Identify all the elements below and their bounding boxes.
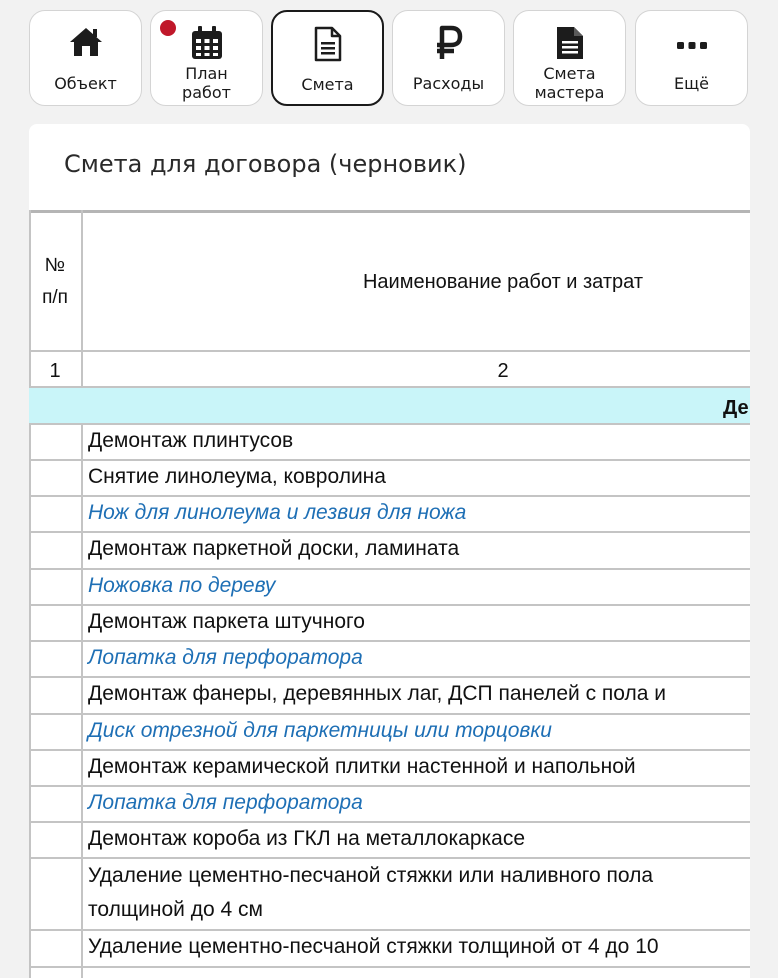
table-row-work[interactable]: Удаление цементно-песчаной стяжки или наливного пола толщиной до 4 см — [88, 864, 654, 921]
calendar-icon — [151, 25, 262, 61]
grid-line — [29, 423, 750, 425]
column-index-2: 2 — [497, 359, 509, 382]
home-icon — [30, 25, 141, 61]
grid-line — [29, 785, 750, 787]
grid-line — [29, 966, 750, 968]
document-filled-icon — [514, 25, 625, 61]
grid-line — [29, 568, 750, 570]
grid-line — [29, 676, 750, 678]
tab-bar — [0, 0, 778, 120]
document-icon — [273, 26, 382, 62]
tab-expenses-label: Расходы — [412, 73, 485, 93]
table-row-work[interactable]: Удаление цементно-песчаной стяжки толщиной от 4 до 10 — [88, 935, 659, 958]
ruble-icon — [393, 25, 504, 61]
tab-master-estimate-label: Смета мастера — [534, 64, 605, 102]
tab-work-plan[interactable] — [150, 10, 263, 106]
tab-expenses[interactable] — [392, 10, 505, 106]
tab-object-label: Объект — [54, 73, 117, 93]
table-row-work[interactable]: Демонтаж керамической плитки настенной и напольной — [88, 755, 636, 778]
grid-line — [29, 821, 750, 823]
more-icon — [636, 25, 747, 61]
grid-line — [29, 929, 750, 931]
column-header-name: Наименование работ и затрат — [362, 270, 643, 293]
grid-line — [29, 713, 750, 715]
table-row-material[interactable]: Нож для линолеума и лезвия для ножа — [88, 501, 467, 524]
grid-line — [29, 640, 750, 642]
grid-line — [29, 749, 750, 751]
tab-object[interactable] — [29, 10, 142, 106]
grid-line — [29, 604, 750, 606]
table-row-material[interactable]: Диск отрезной для паркетницы или торцовки — [88, 719, 552, 742]
section-band — [29, 388, 750, 424]
table-row-material[interactable]: Лопатка для перфоратора — [88, 791, 363, 814]
table-row-work[interactable]: Демонтаж плинтусов — [88, 429, 294, 452]
tab-work-plan-label: План работ — [182, 64, 231, 102]
table-row-work[interactable]: Снятие линолеума, ковролина — [88, 465, 386, 488]
tab-estimate[interactable] — [271, 10, 384, 106]
tab-estimate-label: Смета — [301, 74, 354, 94]
table-row-material[interactable]: Лопатка для перфоратора — [88, 646, 363, 669]
tab-more-label: Ещё — [673, 73, 710, 93]
tab-master-estimate[interactable] — [513, 10, 626, 106]
grid-line — [29, 350, 750, 352]
tab-more[interactable] — [635, 10, 748, 106]
table-row-material[interactable]: Ножовка по дереву — [88, 574, 276, 597]
estimate-card — [29, 124, 750, 978]
estimate-table — [29, 124, 750, 978]
column-header-number: № п/п — [42, 255, 68, 308]
table-row-work[interactable]: Демонтаж фанеры, деревянных лаг, ДСП панелей с пола и — [88, 682, 667, 705]
table-row-work[interactable]: Демонтаж короба из ГКЛ на металлокаркасе — [88, 827, 526, 850]
section-header: Де — [723, 397, 749, 419]
table-row-work[interactable]: Демонтаж паркета штучного — [88, 610, 365, 633]
column-index-1: 1 — [49, 359, 61, 382]
grid-line — [81, 423, 83, 978]
card-title: Смета для договора (черновик) — [64, 150, 467, 178]
table-row-work[interactable]: Демонтаж паркетной доски, ламината — [88, 537, 460, 560]
grid-line — [29, 423, 31, 978]
grid-line — [29, 495, 750, 497]
grid-line — [29, 459, 750, 461]
table-top-border — [29, 210, 750, 213]
grid-line — [29, 531, 750, 533]
